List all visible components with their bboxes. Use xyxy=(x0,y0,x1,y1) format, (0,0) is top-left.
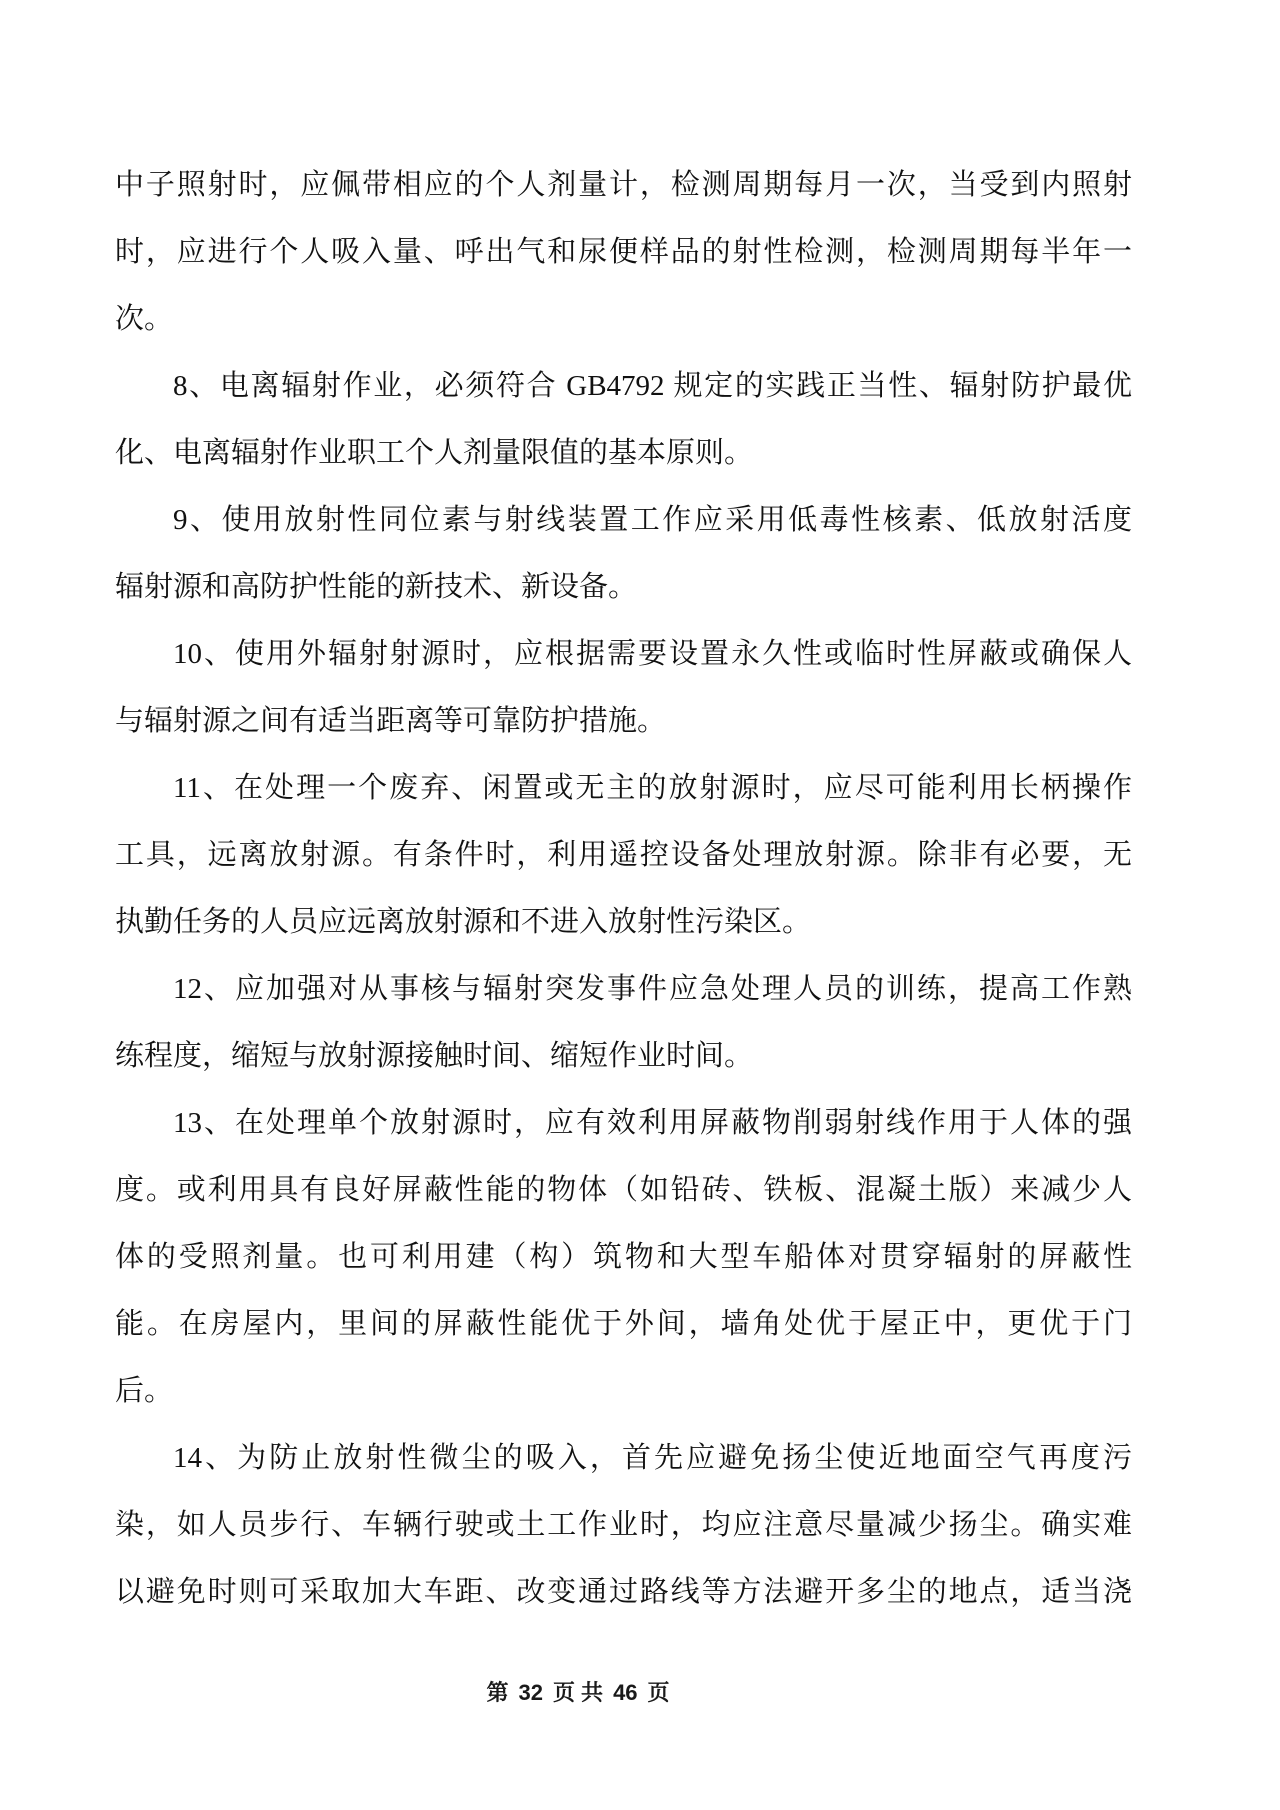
footer-label-of: 页 共 xyxy=(552,1680,604,1705)
text-line: 染，如人员步行、车辆行驶或土工作业时，均应注意尽量减少扬尘。确实难 xyxy=(115,1509,1132,1541)
text-line: 时，应进行个人吸入量、呼出气和尿便样品的射性检测，检测周期每半年一 xyxy=(115,236,1132,268)
text-line: 能。在房屋内，里间的屏蔽性能优于外间，墙角处优于屋正中，更优于门 xyxy=(115,1308,1132,1340)
text-line: 练程度，缩短与放射源接触时间、缩短作业时间。 xyxy=(115,1040,754,1072)
text-line: 10、使用外辐射射源时，应根据需要设置永久性或临时性屏蔽或确保人 xyxy=(173,638,1132,670)
text-line: 工具，远离放射源。有条件时，利用遥控设备处理放射源。除非有必要，无 xyxy=(115,839,1132,871)
text-line: 次。 xyxy=(115,303,174,335)
text-line: 12、应加强对从事核与辐射突发事件应急处理人员的训练，提高工作熟 xyxy=(173,973,1132,1005)
text-line: 13、在处理单个放射源时，应有效利用屏蔽物削弱射线作用于人体的强 xyxy=(173,1107,1132,1139)
text-line: 8、电离辐射作业，必须符合 GB4792 规定的实践正当性、辐射防护最优 xyxy=(173,370,1132,402)
text-line: 11、在处理一个废弃、闲置或无主的放射源时，应尽可能利用长柄操作 xyxy=(173,772,1132,804)
text-line: 辐射源和高防护性能的新技术、新设备。 xyxy=(115,571,638,603)
text-line: 与辐射源之间有适当距离等可靠防护措施。 xyxy=(115,705,667,737)
text-line: 体的受照剂量。也可利用建（构）筑物和大型车船体对贯穿辐射的屏蔽性 xyxy=(115,1241,1132,1273)
footer-total-pages: 46 xyxy=(613,1680,638,1705)
text-line: 度。或利用具有良好屏蔽性能的物体（如铅砖、铁板、混凝土版）来减少人 xyxy=(115,1174,1132,1206)
footer-current-page: 32 xyxy=(518,1680,543,1705)
text-line: 中子照射时，应佩带相应的个人剂量计，检测周期每月一次，当受到内照射 xyxy=(115,169,1132,201)
text-line: 执勤任务的人员应远离放射源和不进入放射性污染区。 xyxy=(115,906,812,938)
footer-label-page: 第 xyxy=(486,1680,509,1705)
text-line: 后。 xyxy=(115,1375,174,1407)
page-footer xyxy=(0,1676,1156,1710)
text-line: 14、为防止放射性微尘的吸入，首先应避免扬尘使近地面空气再度污 xyxy=(173,1442,1132,1474)
text-line: 以避免时则可采取加大车距、改变通过路线等方法避开多尘的地点，适当浇 xyxy=(115,1576,1132,1608)
document-body xyxy=(115,152,1132,1626)
text-line: 9、使用放射性同位素与射线装置工作应采用低毒性核素、低放射活度 xyxy=(173,504,1132,536)
footer-label-pages: 页 xyxy=(647,1680,670,1705)
text-line: 化、电离辐射作业职工个人剂量限值的基本原则。 xyxy=(115,437,754,469)
